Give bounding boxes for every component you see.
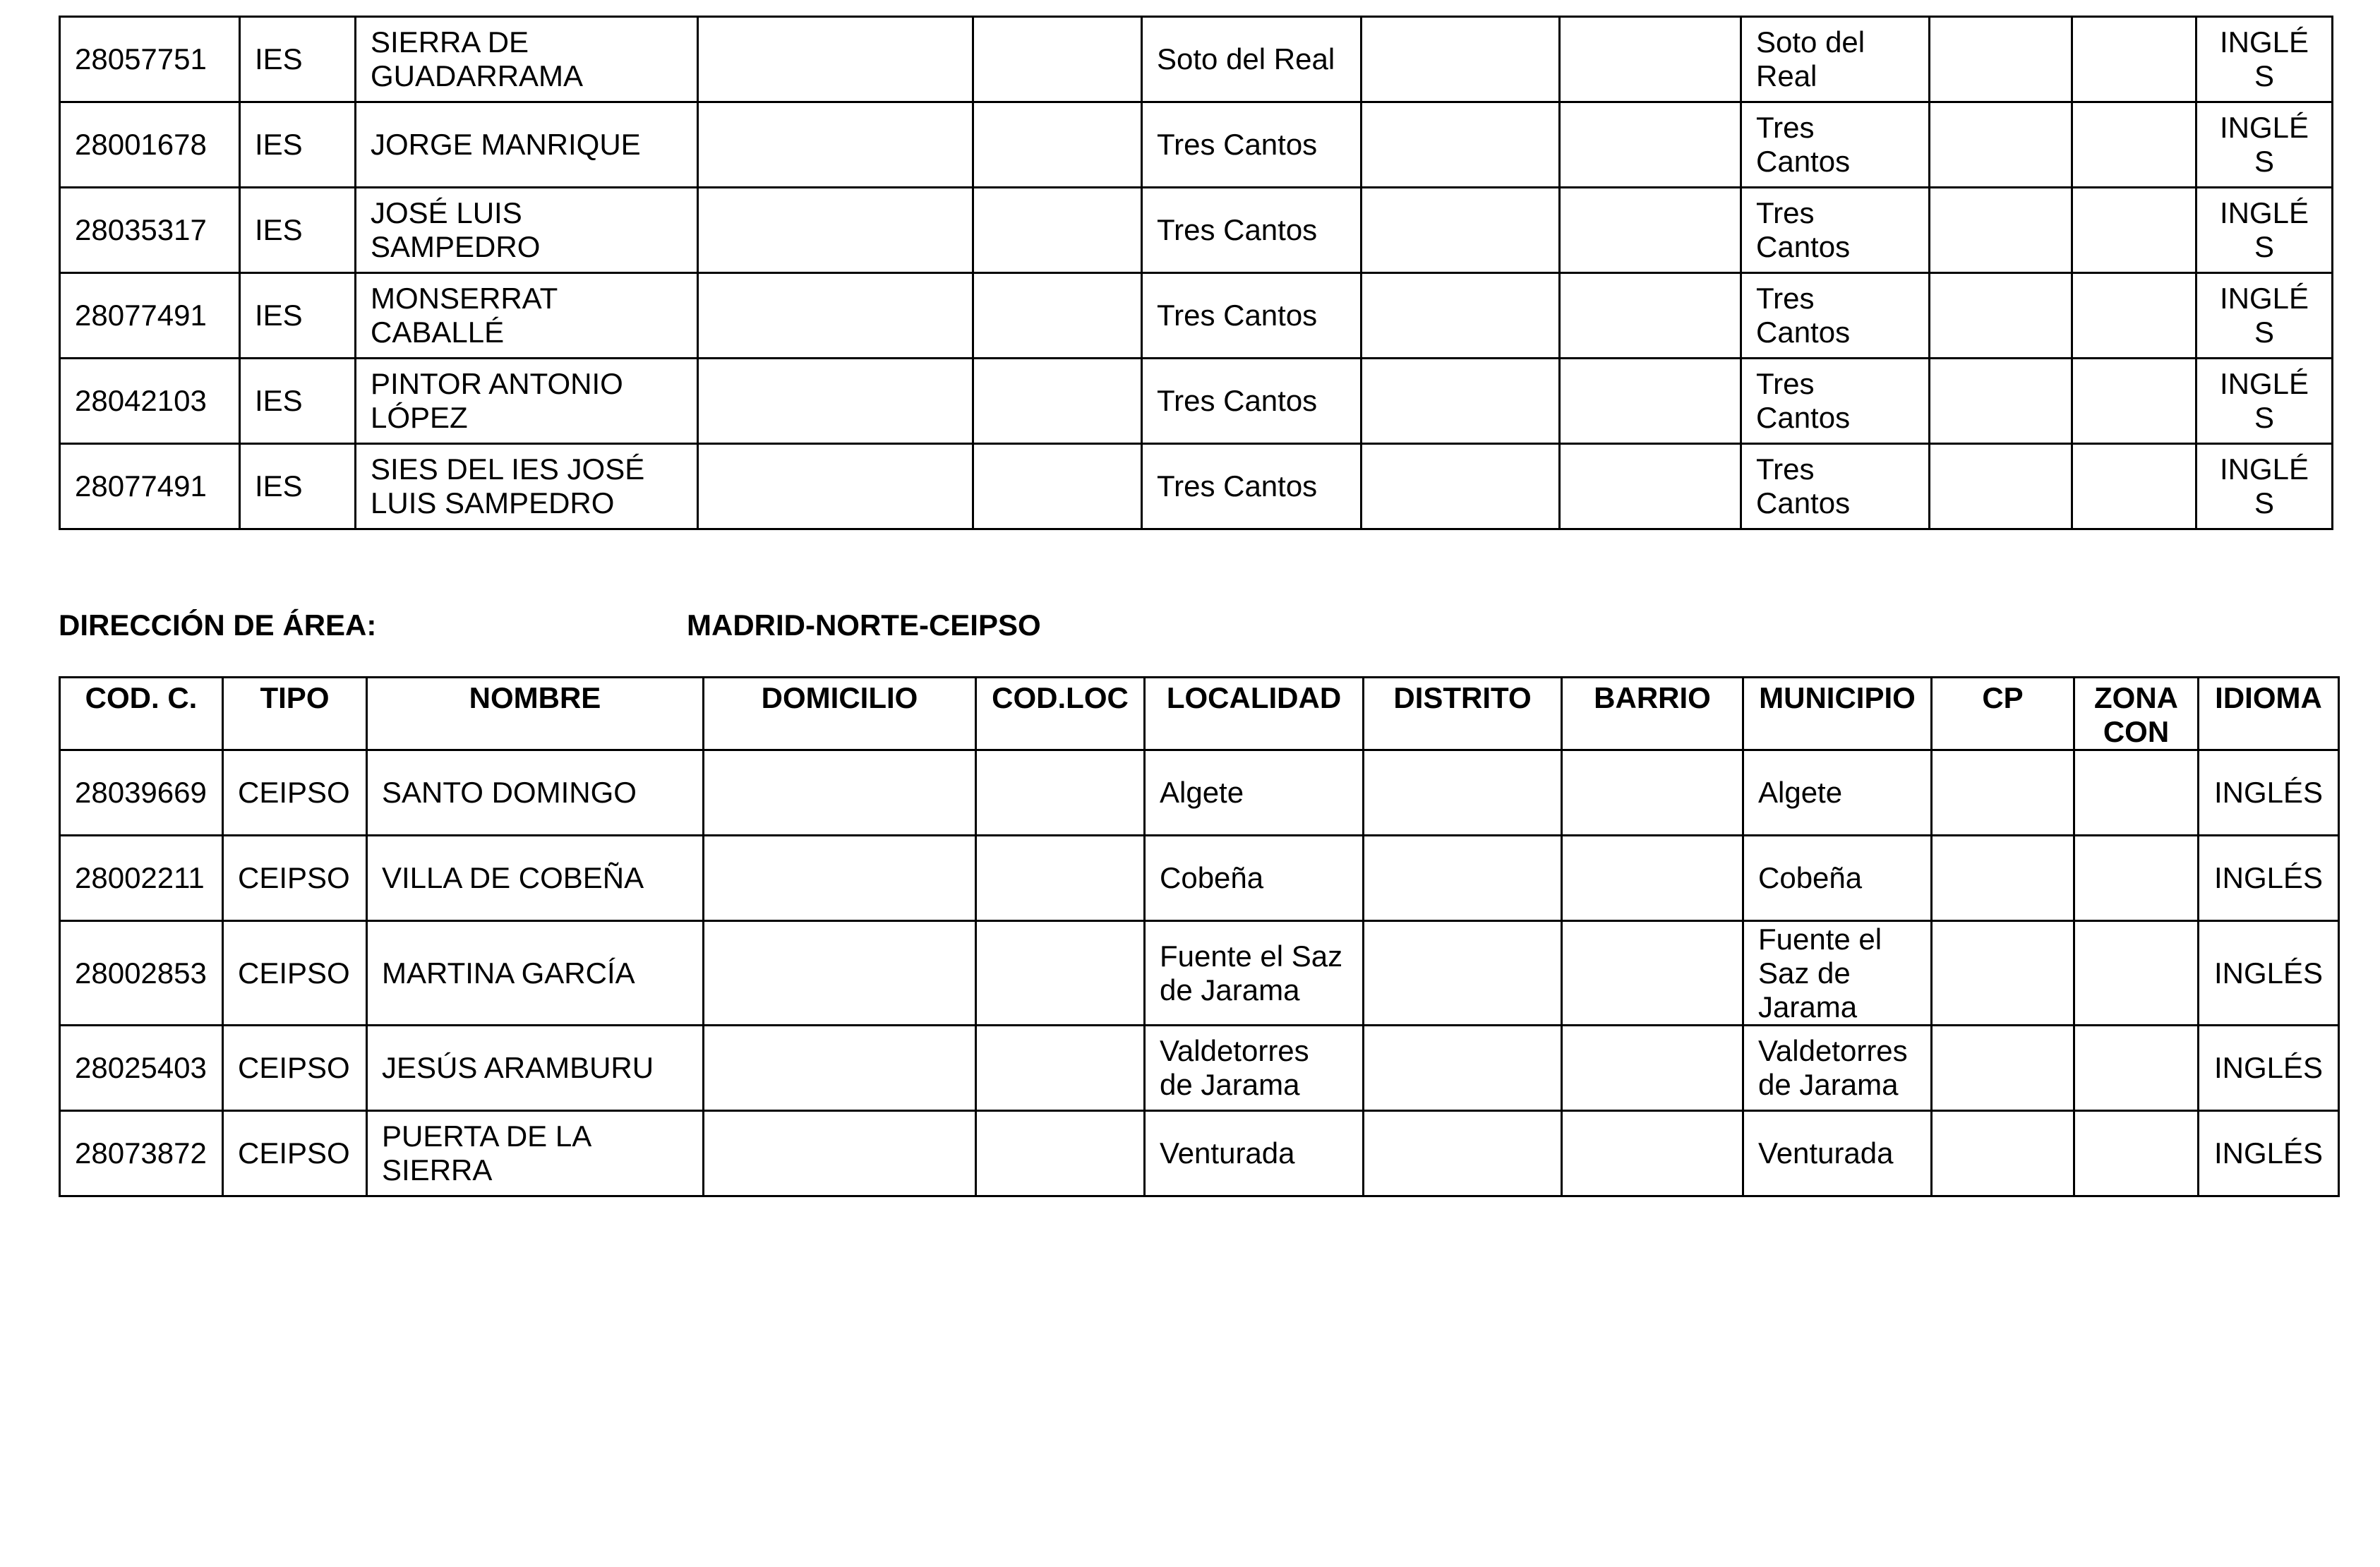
cell-idioma: INGLÉS xyxy=(2196,17,2333,102)
cell-zona xyxy=(2074,1111,2199,1196)
cell-barrio xyxy=(1562,750,1743,836)
cell-nombre: MARTINA GARCÍA xyxy=(367,921,704,1026)
cell-tipo: IES xyxy=(240,102,356,188)
cell-cp xyxy=(1930,444,2072,529)
cell-codloc xyxy=(973,102,1142,188)
header-distrito: DISTRITO xyxy=(1364,678,1562,750)
cell-cod: 28001678 xyxy=(60,102,240,188)
cell-municipio: Algete xyxy=(1743,750,1932,836)
cell-codloc xyxy=(976,1111,1145,1196)
table-row xyxy=(60,921,2339,1026)
header-cod: COD. C. xyxy=(60,678,223,750)
cell-municipio: Tres Cantos xyxy=(1741,273,1930,359)
cell-barrio xyxy=(1560,102,1741,188)
cell-nombre: PUERTA DE LA SIERRA xyxy=(367,1111,704,1196)
cell-codloc xyxy=(973,359,1142,444)
header-nombre: NOMBRE xyxy=(367,678,704,750)
cell-zona xyxy=(2074,1026,2199,1111)
schools-table-continued xyxy=(59,16,2333,530)
header-idioma: IDIOMA xyxy=(2199,678,2339,750)
cell-cod: 28077491 xyxy=(60,444,240,529)
cell-localidad: Tres Cantos xyxy=(1142,273,1362,359)
cell-barrio xyxy=(1560,273,1741,359)
cell-municipio: Venturada xyxy=(1743,1111,1932,1196)
cell-domicilio xyxy=(704,1026,976,1111)
cell-cod: 28002211 xyxy=(60,836,223,921)
cell-cod: 28025403 xyxy=(60,1026,223,1111)
cell-idioma: INGLÉS xyxy=(2199,1111,2339,1196)
cell-municipio: Fuente el Saz de Jarama xyxy=(1743,921,1932,1026)
table-header-row xyxy=(60,678,2339,750)
cell-cp xyxy=(1930,273,2072,359)
cell-distrito xyxy=(1362,444,1560,529)
cell-idioma: INGLÉS xyxy=(2196,273,2333,359)
cell-nombre: SIERRA DE GUADARRAMA xyxy=(356,17,698,102)
table-row xyxy=(60,17,2333,102)
cell-cod: 28039669 xyxy=(60,750,223,836)
cell-municipio: Tres Cantos xyxy=(1741,359,1930,444)
cell-barrio xyxy=(1562,921,1743,1026)
cell-tipo: IES xyxy=(240,444,356,529)
cell-municipio: Tres Cantos xyxy=(1741,188,1930,273)
table-row xyxy=(60,1111,2339,1196)
cell-cp xyxy=(1932,1111,2074,1196)
cell-idioma: INGLÉS xyxy=(2199,836,2339,921)
cell-barrio xyxy=(1560,188,1741,273)
cell-codloc xyxy=(976,750,1145,836)
cell-domicilio xyxy=(698,359,973,444)
cell-zona xyxy=(2072,17,2196,102)
cell-tipo: CEIPSO xyxy=(223,836,367,921)
cell-nombre: SANTO DOMINGO xyxy=(367,750,704,836)
header-localidad: LOCALIDAD xyxy=(1145,678,1364,750)
cell-cod: 28073872 xyxy=(60,1111,223,1196)
table-row xyxy=(60,359,2333,444)
cell-nombre: MONSERRAT CABALLÉ xyxy=(356,273,698,359)
cell-tipo: IES xyxy=(240,273,356,359)
cell-nombre: SIES DEL IES JOSÉ LUIS SAMPEDRO xyxy=(356,444,698,529)
cell-tipo: IES xyxy=(240,17,356,102)
cell-codloc xyxy=(976,921,1145,1026)
cell-domicilio xyxy=(698,102,973,188)
cell-cp xyxy=(1930,102,2072,188)
cell-tipo: IES xyxy=(240,359,356,444)
cell-cp xyxy=(1930,188,2072,273)
cell-cp xyxy=(1930,359,2072,444)
cell-municipio: Tres Cantos xyxy=(1741,444,1930,529)
cell-localidad: Algete xyxy=(1145,750,1364,836)
cell-tipo: IES xyxy=(240,188,356,273)
cell-codloc xyxy=(976,836,1145,921)
cell-municipio: Valdetorres de Jarama xyxy=(1743,1026,1932,1111)
area-value: MADRID-NORTE-CEIPSO xyxy=(687,608,1041,642)
cell-localidad: Tres Cantos xyxy=(1142,102,1362,188)
cell-tipo: CEIPSO xyxy=(223,1026,367,1111)
cell-cp xyxy=(1930,17,2072,102)
header-municipio: MUNICIPIO xyxy=(1743,678,1932,750)
table-row xyxy=(60,750,2339,836)
cell-tipo: CEIPSO xyxy=(223,750,367,836)
table-row xyxy=(60,444,2333,529)
header-domicilio: DOMICILIO xyxy=(704,678,976,750)
cell-localidad: Tres Cantos xyxy=(1142,444,1362,529)
cell-domicilio xyxy=(704,750,976,836)
cell-localidad: Fuente el Saz de Jarama xyxy=(1145,921,1364,1026)
table-row xyxy=(60,836,2339,921)
cell-idioma: INGLÉS xyxy=(2199,921,2339,1026)
cell-idioma: INGLÉS xyxy=(2199,750,2339,836)
header-barrio: BARRIO xyxy=(1562,678,1743,750)
cell-localidad: Tres Cantos xyxy=(1142,359,1362,444)
cell-barrio xyxy=(1560,359,1741,444)
cell-cod: 28035317 xyxy=(60,188,240,273)
cell-distrito xyxy=(1362,188,1560,273)
header-cp: CP xyxy=(1932,678,2074,750)
cell-distrito xyxy=(1364,921,1562,1026)
cell-codloc xyxy=(973,444,1142,529)
header-codloc: COD.LOC xyxy=(976,678,1145,750)
cell-barrio xyxy=(1562,1111,1743,1196)
cell-localidad: Venturada xyxy=(1145,1111,1364,1196)
cell-zona xyxy=(2072,102,2196,188)
cell-domicilio xyxy=(704,1111,976,1196)
cell-distrito xyxy=(1364,836,1562,921)
cell-nombre: PINTOR ANTONIO LÓPEZ xyxy=(356,359,698,444)
cell-localidad: Soto del Real xyxy=(1142,17,1362,102)
cell-zona xyxy=(2072,188,2196,273)
cell-zona xyxy=(2072,273,2196,359)
cell-idioma: INGLÉS xyxy=(2196,359,2333,444)
cell-domicilio xyxy=(698,188,973,273)
cell-codloc xyxy=(973,17,1142,102)
cell-domicilio xyxy=(704,836,976,921)
header-zona: ZONA CON xyxy=(2074,678,2199,750)
cell-idioma: INGLÉS xyxy=(2196,444,2333,529)
cell-localidad: Valdetorres de Jarama xyxy=(1145,1026,1364,1111)
cell-codloc xyxy=(973,188,1142,273)
cell-barrio xyxy=(1562,836,1743,921)
cell-nombre: JOSÉ LUIS SAMPEDRO xyxy=(356,188,698,273)
cell-tipo: CEIPSO xyxy=(223,1111,367,1196)
cell-domicilio xyxy=(698,444,973,529)
cell-distrito xyxy=(1362,17,1560,102)
area-label: DIRECCIÓN DE ÁREA: xyxy=(59,608,377,642)
table-row xyxy=(60,102,2333,188)
cell-domicilio xyxy=(704,921,976,1026)
table-row xyxy=(60,188,2333,273)
cell-tipo: CEIPSO xyxy=(223,921,367,1026)
table-row xyxy=(60,1026,2339,1111)
table-row xyxy=(60,273,2333,359)
cell-zona xyxy=(2074,836,2199,921)
cell-municipio: Cobeña xyxy=(1743,836,1932,921)
cell-zona xyxy=(2072,359,2196,444)
cell-distrito xyxy=(1362,102,1560,188)
cell-distrito xyxy=(1364,1111,1562,1196)
cell-codloc xyxy=(973,273,1142,359)
cell-nombre: JORGE MANRIQUE xyxy=(356,102,698,188)
cell-cod: 28042103 xyxy=(60,359,240,444)
cell-cod: 28077491 xyxy=(60,273,240,359)
cell-cod: 28057751 xyxy=(60,17,240,102)
cell-cp xyxy=(1932,750,2074,836)
cell-localidad: Tres Cantos xyxy=(1142,188,1362,273)
cell-zona xyxy=(2074,750,2199,836)
cell-barrio xyxy=(1560,17,1741,102)
cell-distrito xyxy=(1364,750,1562,836)
cell-localidad: Cobeña xyxy=(1145,836,1364,921)
header-tipo: TIPO xyxy=(223,678,367,750)
cell-idioma: INGLÉS xyxy=(2196,102,2333,188)
cell-idioma: INGLÉS xyxy=(2196,188,2333,273)
cell-municipio: Soto del Real xyxy=(1741,17,1930,102)
cell-distrito xyxy=(1364,1026,1562,1111)
cell-idioma: INGLÉS xyxy=(2199,1026,2339,1111)
cell-cp xyxy=(1932,921,2074,1026)
cell-domicilio xyxy=(698,273,973,359)
cell-domicilio xyxy=(698,17,973,102)
cell-barrio xyxy=(1560,444,1741,529)
cell-codloc xyxy=(976,1026,1145,1111)
cell-zona xyxy=(2072,444,2196,529)
cell-nombre: VILLA DE COBEÑA xyxy=(367,836,704,921)
cell-nombre: JESÚS ARAMBURU xyxy=(367,1026,704,1111)
cell-barrio xyxy=(1562,1026,1743,1111)
cell-distrito xyxy=(1362,273,1560,359)
cell-cod: 28002853 xyxy=(60,921,223,1026)
cell-cp xyxy=(1932,836,2074,921)
cell-distrito xyxy=(1362,359,1560,444)
cell-municipio: Tres Cantos xyxy=(1741,102,1930,188)
cell-cp xyxy=(1932,1026,2074,1111)
cell-zona xyxy=(2074,921,2199,1026)
ceipso-schools-table xyxy=(59,676,2340,1197)
